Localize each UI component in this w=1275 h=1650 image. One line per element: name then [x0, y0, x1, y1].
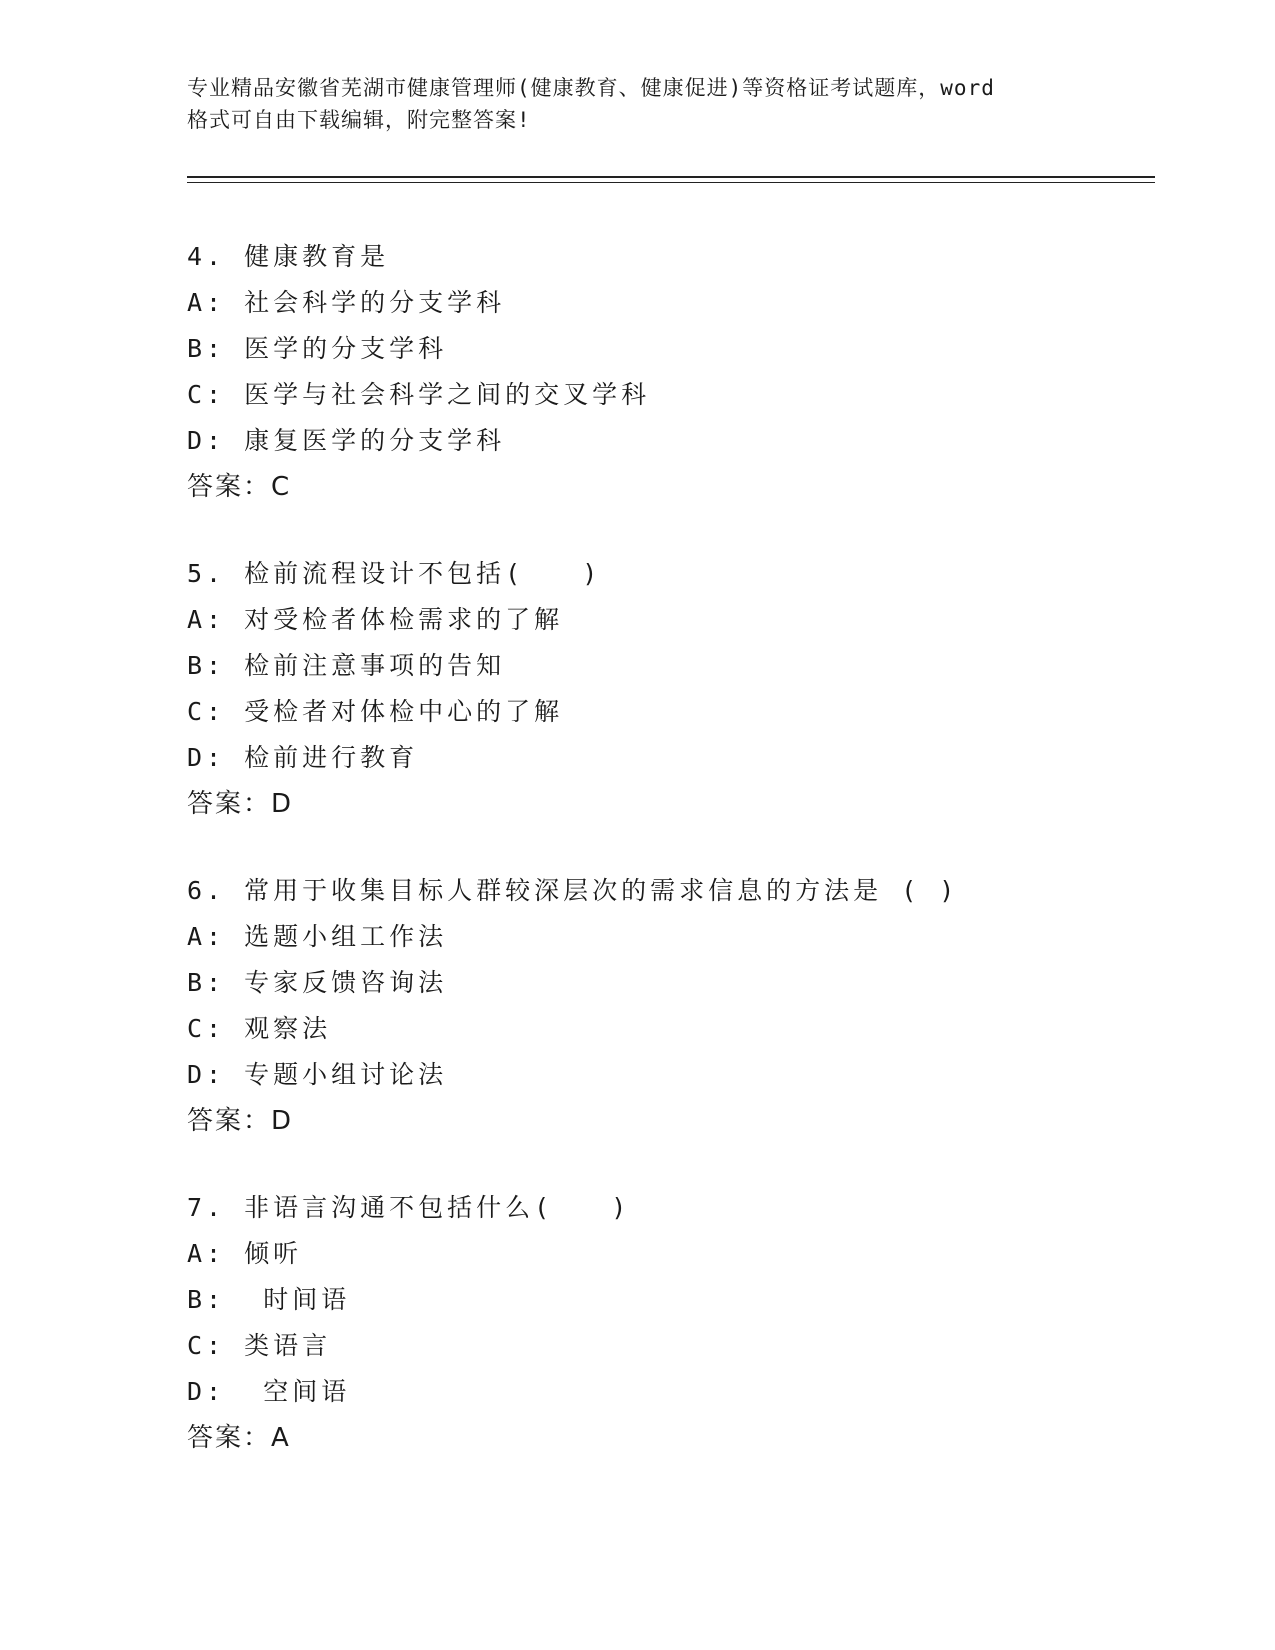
option-c: C: 医学与社会科学之间的交叉学科 — [187, 380, 651, 409]
option-a: A: 社会科学的分支学科 — [187, 288, 506, 317]
option-b: B: 检前注意事项的告知 — [187, 651, 506, 680]
option-d: D: 康复医学的分支学科 — [187, 426, 506, 455]
question-7 — [187, 1185, 1147, 1461]
question-stem: 5. 检前流程设计不包括( ) — [187, 559, 602, 588]
answer-line: 答案：C — [187, 472, 292, 502]
question-stem: 6. 常用于收集目标人群较深层次的需求信息的方法是 ( ) — [187, 876, 959, 905]
option-c: C: 受检者对体检中心的了解 — [187, 697, 564, 726]
question-list — [187, 234, 1147, 1502]
option-b: B: 专家反馈咨询法 — [187, 968, 448, 997]
option-d: D: 检前进行教育 — [187, 743, 419, 772]
option-d: D: 专题小组讨论法 — [187, 1060, 448, 1089]
question-5 — [187, 551, 1147, 827]
header-divider — [187, 176, 1155, 183]
header-line-1: 专业精品安徽省芜湖市健康管理师(健康教育、健康促进)等资格证考试题库，word — [187, 76, 995, 100]
document-header — [187, 72, 1087, 136]
question-stem: 4. 健康教育是 — [187, 242, 390, 271]
header-line-2: 格式可自由下载编辑，附完整答案! — [187, 108, 531, 132]
option-a: A: 倾听 — [187, 1239, 303, 1268]
answer-line: 答案：A — [187, 1423, 291, 1453]
option-d: D: 空间语 — [187, 1377, 351, 1406]
option-c: C: 观察法 — [187, 1014, 332, 1043]
option-c: C: 类语言 — [187, 1331, 332, 1360]
question-4 — [187, 234, 1147, 510]
option-b: B: 医学的分支学科 — [187, 334, 448, 363]
option-a: A: 选题小组工作法 — [187, 922, 448, 951]
option-a: A: 对受检者体检需求的了解 — [187, 605, 564, 634]
answer-line: 答案：D — [187, 1106, 294, 1136]
question-6 — [187, 868, 1147, 1144]
answer-line: 答案：D — [187, 789, 294, 819]
question-stem: 7. 非语言沟通不包括什么( ) — [187, 1193, 631, 1222]
option-b: B: 时间语 — [187, 1285, 351, 1314]
